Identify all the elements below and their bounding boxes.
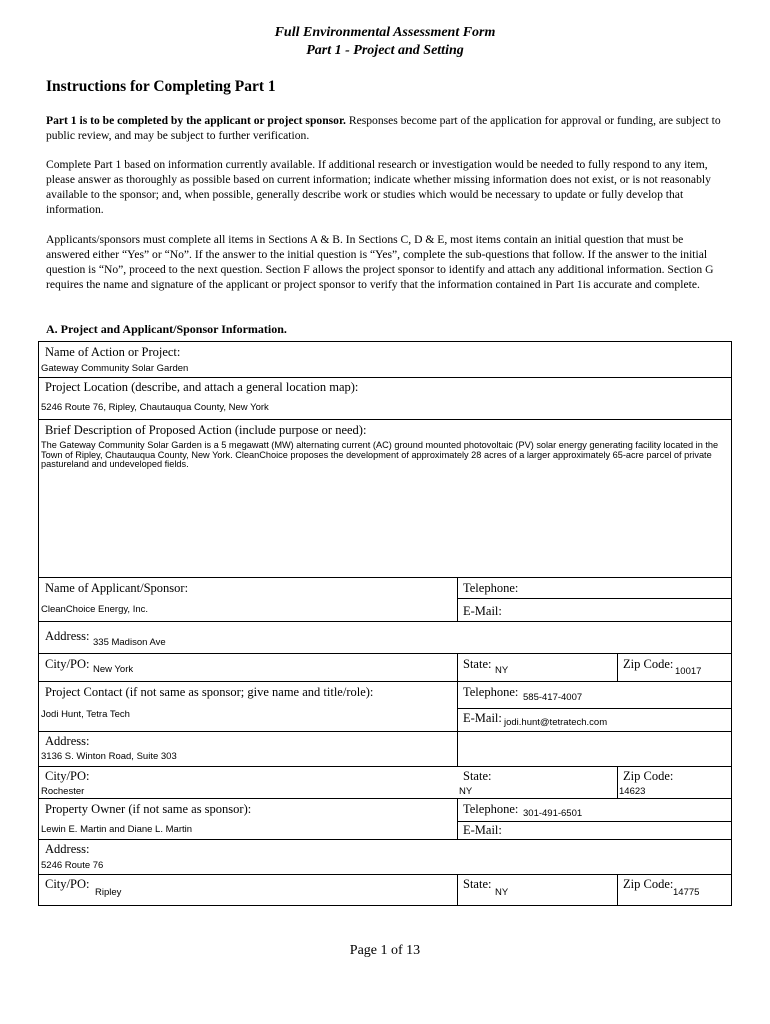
instructions-p1-rest: Responses become part of the application for approval or funding, are subject to public review, and may be subject to further verification. [46,114,721,142]
applicant-state-label: State: [463,657,492,671]
action-name-label: Name of Action or Project: [45,345,181,359]
owner-zip-value[interactable]: 14775 [673,887,700,898]
form-title: Full Environmental Assessment Form [274,25,496,40]
owner-state-label: State: [463,877,492,891]
contact-address-label: Address: [45,734,90,748]
contact-address-value[interactable]: 3136 S. Winton Road, Suite 303 [41,751,177,762]
contact-zip-value[interactable]: 14623 [619,786,646,797]
section-a-heading: A. Project and Applicant/Sponsor Information. [46,322,287,336]
contact-email-label: E-Mail: [463,711,502,725]
instructions-paragraph-1 [46,113,726,143]
applicant-zip-value[interactable]: 10017 [675,666,702,677]
description-label: Brief Description of Proposed Action (include purpose or need): [45,423,367,437]
owner-zip-label: Zip Code: [623,877,674,891]
page-number: Page 1 of 13 [349,943,421,958]
owner-email-label: E-Mail: [463,823,502,837]
applicant-city-label: City/PO: [45,657,90,671]
contact-state-value[interactable]: NY [459,786,473,797]
owner-address-label: Address: [45,842,90,856]
description-value[interactable]: The Gateway Community Solar Garden is a 5 megawatt (MW) alternating current (AC) ground mounted photovoltaic (PV) solar energy generating facility located in the Town of Ripley, Chautauqua County, New York. CleanChoice proposes the development of approximately 28 acres of a larger approximately 65-acre parcel of private pastureland and undeveloped fields. [41,440,719,470]
project-location-label: Project Location (describe, and attach a general location map): [45,380,359,394]
owner-city-value[interactable]: Ripley [95,887,122,898]
instructions-paragraph-2: Complete Part 1 based on information currently available. If additional research or investigation would be needed to fully respond to any item, please answer as thoroughly as possible based on current information; indicate whether missing information does not exist, or is not reasonably available to the sponsor; and, when possible, generally describe work or studies which would be necessary to update or fully develop that information. [46,158,711,216]
contact-telephone-value[interactable]: 585-417-4007 [523,692,583,703]
action-name-value[interactable]: Gateway Community Solar Garden [41,363,189,374]
applicant-email-label: E-Mail: [463,604,502,618]
owner-telephone-value[interactable]: 301-491-6501 [523,808,583,819]
applicant-address-label: Address: [45,629,90,643]
instructions-paragraph-3: Applicants/sponsors must complete all items in Sections A & B. In Sections C, D & E, most items contain an initial question that must be answered either “Yes” or “No”. If the answer to the initial question is “Yes”, complete the sub-questions that follow. If the answer to the initial question is “No”, proceed to the next question. Section F allows the project sponsor to identify and attach any additional information. Section G requires the name and signature of the applicant or project sponsor to verify that the information contained in Part 1is accurate and complete. [46,233,714,291]
project-contact-value[interactable]: Jodi Hunt, Tetra Tech [41,709,130,720]
applicant-name-value[interactable]: CleanChoice Energy, Inc. [41,604,149,615]
instructions-heading: Instructions for Completing Part 1 [46,78,276,95]
contact-city-value[interactable]: Rochester [41,786,85,797]
contact-email-value[interactable]: jodi.hunt@tetratech.com [504,717,608,728]
project-contact-label: Project Contact (if not same as sponsor; give name and title/role): [45,685,374,699]
property-owner-value[interactable]: Lewin E. Martin and Diane L. Martin [41,824,193,835]
applicant-name-label: Name of Applicant/Sponsor: [45,581,189,595]
property-owner-label: Property Owner (if not same as sponsor): [45,802,252,816]
owner-state-value[interactable]: NY [495,887,509,898]
contact-zip-label: Zip Code: [623,769,674,783]
applicant-zip-label: Zip Code: [623,657,674,671]
applicant-telephone-label: Telephone: [463,581,519,595]
contact-state-label: State: [463,769,492,783]
contact-city-label: City/PO: [45,769,90,783]
applicant-address-value[interactable]: 335 Madison Ave [93,637,166,648]
applicant-city-value[interactable]: New York [93,664,134,675]
contact-telephone-label: Telephone: [463,685,519,699]
section-a-form [38,341,732,906]
form-subtitle: Part 1 - Project and Setting [306,43,464,58]
owner-telephone-label: Telephone: [463,802,519,816]
project-location-value[interactable]: 5246 Route 76, Ripley, Chautauqua County, New York [41,402,269,413]
applicant-state-value[interactable]: NY [495,665,509,676]
owner-address-value[interactable]: 5246 Route 76 [41,860,104,871]
instructions-bold-lead: Part 1 is to be completed by the applicant or project sponsor. [46,114,346,127]
owner-city-label: City/PO: [45,877,90,891]
